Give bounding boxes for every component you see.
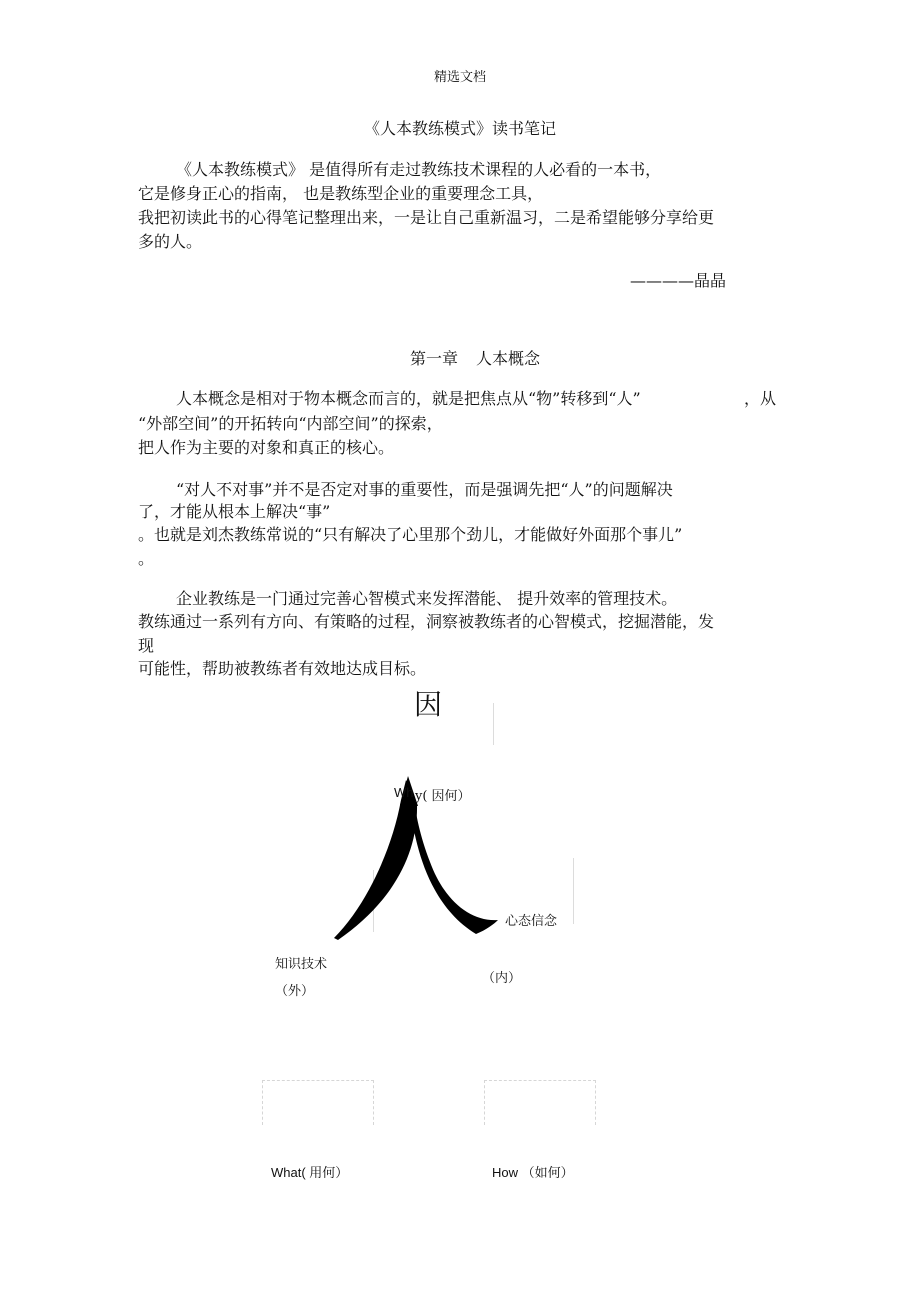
para3-line-1: 企业教练是一门通过完善心智模式来发挥潜能、 提升效率的管理技术。 — [176, 589, 678, 608]
para2-line-2: 了，才能从根本上解决“事” — [138, 502, 331, 521]
para1-line-2: “外部空间”的开拓转向“内部空间”的探索， — [138, 414, 443, 433]
para2-line-1: “对人不对事”并不是否定对事的重要性，而是强调先把“人”的问题解决 — [176, 480, 673, 499]
what-box — [262, 1080, 374, 1125]
how-box — [484, 1080, 596, 1125]
para2-line-3: 。也就是刘杰教练常说的“只有解决了心里那个劲儿，才能做好外面那个事儿” — [138, 525, 683, 544]
outer-label: （外） — [275, 984, 315, 999]
page-header: 精选文档 — [433, 70, 486, 85]
para1-line-1: 人本概念是相对于物本概念而言的，就是把焦点从“物”转移到“人” — [176, 389, 641, 408]
para3-line-4: 可能性，帮助被教练者有效地达成目标。 — [138, 659, 427, 678]
intro-line-3: 我把初读此书的心得笔记整理出来，一是让自己重新温习，二是希望能够分享给更 — [138, 208, 715, 227]
chapter-number: 第一章 — [409, 349, 458, 368]
para1-line-3: 把人作为主要的对象和真正的核心。 — [138, 438, 395, 457]
ren-right-stroke — [409, 796, 498, 934]
why-label: y( 因何） — [415, 789, 471, 804]
diagram-top-character: 因 — [414, 688, 443, 721]
knowledge-skill-label: 知识技术 — [275, 957, 328, 972]
intro-line-1: 《人本教练模式》 是值得所有走过教练技术课程的人必看的一本书， — [176, 160, 662, 179]
inner-label: （内） — [482, 971, 522, 986]
signature: ————晶晶 — [630, 271, 727, 290]
chapter-name: 人本概念 — [476, 349, 541, 368]
intro-line-4: 多的人。 — [138, 232, 203, 251]
what-label: What( 用何） — [271, 1165, 349, 1180]
para3-line-3: 现 — [138, 636, 155, 655]
intro-line-2: 它是修身正心的指南， 也是教练型企业的重要理念工具， — [138, 184, 544, 203]
mind-belief-label: 心态信念 — [505, 914, 558, 929]
para2-line-4: 。 — [138, 549, 155, 568]
document-title: 《人本教练模式》读书笔记 — [363, 119, 556, 138]
why-label-prefix: Wh — [394, 785, 414, 800]
para1-line-1-tail: ，从 — [744, 389, 777, 408]
how-label: How （如何） — [492, 1165, 574, 1180]
para3-line-2: 教练通过一系列有方向、有策略的过程，洞察被教练者的心智模式，挖掘潜能，发 — [138, 612, 715, 631]
